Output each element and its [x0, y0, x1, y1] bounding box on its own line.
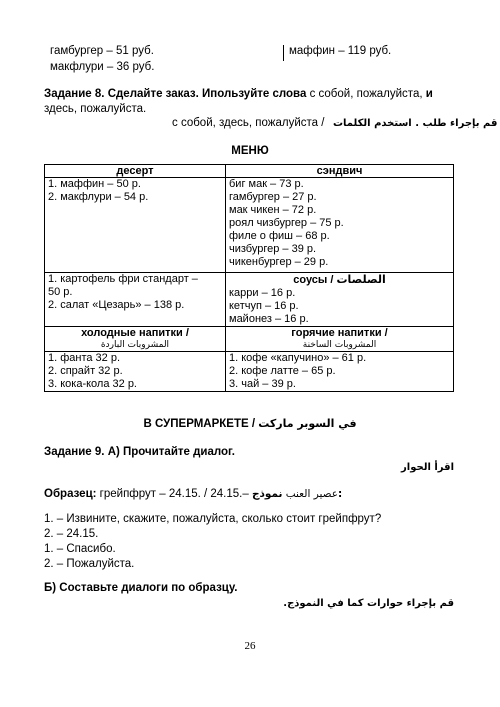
- dessert-cell: [45, 178, 226, 273]
- list-item: 3. чай – 39 р.: [229, 378, 296, 390]
- sauces-header-ar: الصلصات: [336, 273, 386, 286]
- task9b-title: Б) Составьте диалоги по образцу.: [44, 582, 238, 594]
- task9-arabic: اقرأ الحوار: [401, 462, 454, 473]
- page-number: 26: [244, 640, 256, 652]
- hot-header-ru: горячие напитки /: [291, 327, 388, 339]
- list-item: 2. макфлури – 54 р.: [48, 191, 149, 203]
- hot-header-ar: المشروبات الساخنة: [302, 340, 377, 350]
- task8-heading: Задание 8. Сделайте заказ. Ипользуйте слова: [44, 88, 307, 100]
- list-item: 2. салат «Цезарь» – 138 р.: [48, 299, 185, 311]
- list-item: 1. картофель фри стандарт –: [48, 273, 198, 285]
- list-item: 2. кофе латте – 65 р.: [229, 365, 336, 377]
- menu-title: МЕНЮ: [231, 145, 269, 157]
- task8-line2: здесь, пожалуйста.: [44, 103, 147, 115]
- sample-text: грейпфрут – 24.15. / 24.15.–: [96, 488, 249, 500]
- top-item-muffin: маффин – 119 руб.: [289, 45, 392, 57]
- hot-drinks-header: [226, 327, 454, 352]
- list-item: карри – 16 р.: [229, 287, 296, 299]
- list-item: филе о фиш – 68 р.: [229, 230, 330, 242]
- cold-header-ru: холодные напитки /: [81, 327, 189, 339]
- col-header-dessert: десерт: [45, 165, 226, 178]
- cold-header-ar: المشروبات الباردة: [100, 340, 170, 350]
- sauces-cell: [226, 273, 454, 327]
- list-item: 1. кофе «капучино» – 61 р.: [229, 352, 367, 364]
- sauces-header-ru: соусы /: [293, 274, 334, 286]
- list-item: мак чикен – 72 р.: [229, 204, 317, 216]
- sides-cell: [45, 273, 226, 327]
- sample-arabic: عصير العنب: [285, 488, 339, 500]
- list-item: чикенбургер – 29 р.: [229, 256, 329, 268]
- list-item: 3. кока-кола 32 р.: [48, 378, 137, 390]
- dialog-line-3: 1. – Спасибо.: [44, 543, 116, 555]
- list-item: биг мак – 73 р.: [229, 178, 304, 190]
- task8-words: с собой, здесь, пожалуйста /: [172, 117, 325, 129]
- hot-drinks-cell: [226, 352, 454, 392]
- supermarket-arabic: في السوبر ماركت: [258, 417, 357, 430]
- list-item: 2. спрайт 32 р.: [48, 365, 123, 377]
- list-item: 50 р.: [48, 286, 73, 298]
- top-item-hamburger: гамбургер – 51 руб.: [50, 45, 154, 57]
- list-item: майонез – 16 р.: [229, 313, 309, 325]
- list-item: гамбургер – 27 р.: [229, 191, 317, 203]
- sample-label: Образец:: [44, 488, 97, 500]
- dialog-line-2: 2. – 24.15.: [44, 528, 99, 540]
- divider: [283, 45, 284, 61]
- list-item: кетчуп – 16 р.: [229, 300, 299, 312]
- supermarket-title: В СУПЕРМАРКЕТЕ /: [143, 418, 256, 430]
- sample-line: [44, 488, 342, 500]
- task8-arabic: قم بإجراء طلب . استخدم الكلمات: [333, 118, 498, 129]
- task9-title: Задание 9. А) Прочитайте диалог.: [44, 446, 235, 458]
- top-item-mcflurry: макфлури – 36 руб.: [50, 61, 155, 73]
- sample-arabic-label: نموذج:: [251, 488, 343, 500]
- dialog-line-4: 2. – Пожалуйста.: [44, 558, 135, 570]
- sandwich-cell: [226, 178, 454, 273]
- task8-and: и: [425, 88, 433, 100]
- task8-line1: [44, 88, 433, 100]
- list-item: чизбургер – 39 р.: [229, 243, 317, 255]
- cold-drinks-cell: [45, 352, 226, 392]
- menu-table: [44, 164, 454, 392]
- col-header-sandwich: сэндвич: [226, 165, 454, 178]
- list-item: 1. маффин – 50 р.: [48, 178, 141, 190]
- task9b-arabic: قم بإجراء حوارات كما في النموذج.: [283, 598, 454, 609]
- cold-drinks-header: [45, 327, 226, 352]
- supermarket-heading: [0, 417, 500, 430]
- dialog-line-1: 1. – Извините, скажите, пожалуйста, сколько стоит грейпфрут?: [44, 513, 382, 525]
- list-item: 1. фанта 32 р.: [48, 352, 121, 364]
- task8-words-inline: с собой, пожалуйста,: [306, 88, 426, 100]
- sauces-header: [229, 273, 450, 287]
- list-item: роял чизбургер – 75 р.: [229, 217, 344, 229]
